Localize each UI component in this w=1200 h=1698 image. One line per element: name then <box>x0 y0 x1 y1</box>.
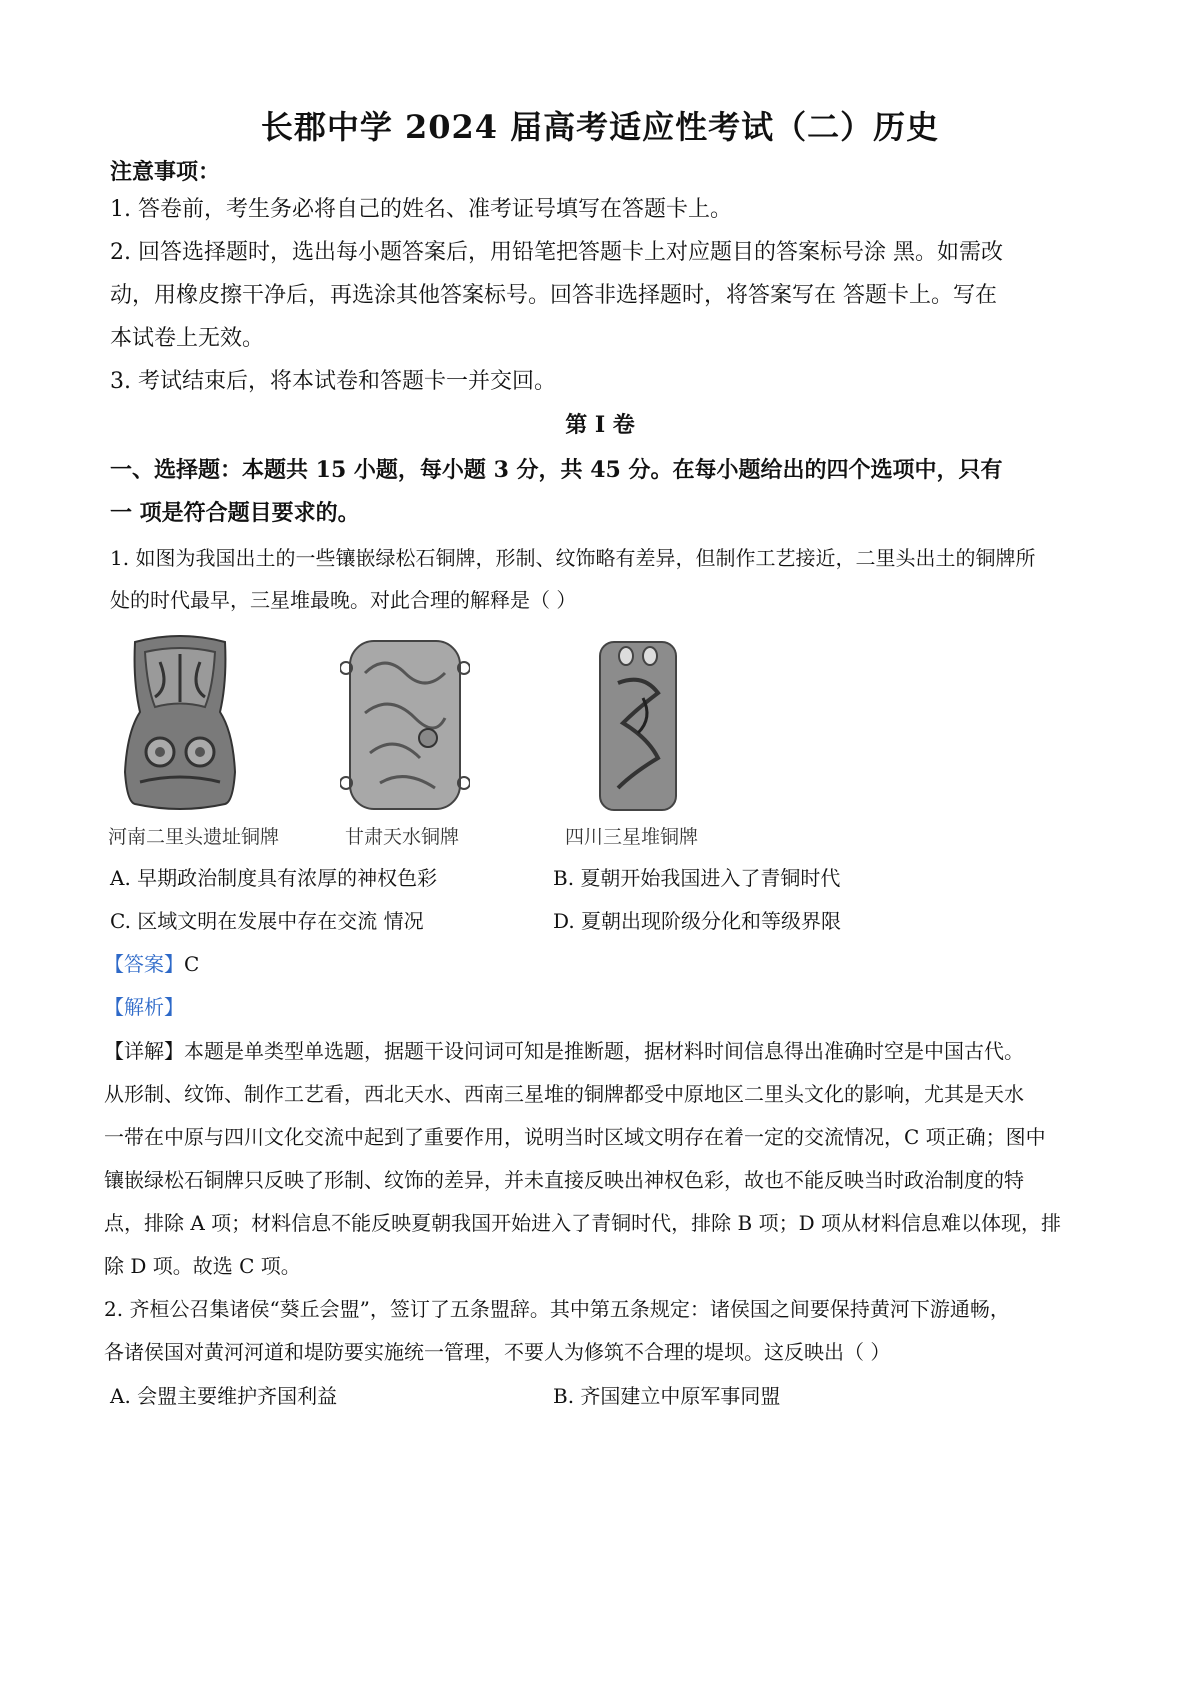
q1-stem-line-1: 1. 如图为我国出土的一些镶嵌绿松石铜牌，形制、纹饰略有差异，但制作工艺接近，二里头出土的铜牌所 <box>110 546 1036 570</box>
sanxingdui-plaque-image <box>588 638 688 816</box>
answer-label: 【答案】 <box>104 952 184 976</box>
q2-stem-line-2: 各诸侯国对黄河河道和堤防要实施统一管理，不要人为修筑不合理的堤坝。这反映出（ ） <box>104 1340 891 1364</box>
part1-instruction-line-1: 一、选择题：本题共 15 小题，每小题 3 分，共 45 分。在每小题给出的四个选项中，只有 <box>110 457 1003 483</box>
q1-stem-line-2: 处的时代最早，三星堆最晚。对此合理的解释是（ ） <box>110 588 577 612</box>
notice-item-3: 3. 考试结束后，将本试卷和答题卡一并交回。 <box>110 369 556 394</box>
q1-option-a: A. 早期政治制度具有浓厚的神权色彩 <box>110 866 438 890</box>
notice-heading: 注意事项： <box>110 159 221 185</box>
section-title: 第 I 卷 <box>565 412 635 438</box>
q2-stem-line-1: 2. 齐桓公召集诸侯“葵丘会盟”，签订了五条盟辞。其中第五条规定：诸侯国之间要保持黄河下游通畅， <box>104 1297 1010 1321</box>
notice-item-2-line-3: 本试卷上无效。 <box>110 326 265 351</box>
notice-item-2-line-2: 动，用橡皮擦干净后，再选涂其他答案标号。回答非选择题时，将答案写在 答题卡上。写在 <box>110 283 997 308</box>
q1-detail-line-4: 镶嵌绿松石铜牌只反映了形制、纹饰的差异，并未直接反映出神权色彩，故也不能反映当时政治制度的特 <box>104 1168 1024 1192</box>
q1-detail-line-5: 点，排除 A 项；材料信息不能反映夏朝我国开始进入了青铜时代，排除 B 项；D 项从材料信息难以体现，排 <box>104 1211 1061 1235</box>
q1-detail-line-6: 除 D 项。故选 C 项。 <box>104 1254 301 1278</box>
q1-option-c: C. 区域文明在发展中存在交流 情况 <box>110 909 424 933</box>
q1-detail-line-1: 【详解】本题是单类型单选题，据题干设问词可知是推断题，据材料时间信息得出准确时空是中国古代。 <box>104 1039 1024 1063</box>
plaque-caption-erlitou: 河南二里头遗址铜牌 <box>108 826 280 848</box>
exam-title: 长郡中学 2024 届高考适应性考试（二）历史 <box>260 108 940 146</box>
erlitou-plaque-image <box>115 632 245 812</box>
q2-option-a: A. 会盟主要维护齐国利益 <box>110 1384 338 1408</box>
plaque-caption-tianshui: 甘肃天水铜牌 <box>345 826 460 848</box>
answer-value: C <box>184 952 200 976</box>
q1-option-b: B. 夏朝开始我国进入了青铜时代 <box>553 866 841 890</box>
q1-analysis-label: 【解析】 <box>104 995 184 1019</box>
q1-detail-line-2: 从形制、纹饰、制作工艺看，西北天水、西南三星堆的铜牌都受中原地区二里头文化的影响，尤其是天水 <box>104 1082 1024 1106</box>
tianshui-plaque-image <box>340 633 470 815</box>
notice-item-1: 1. 答卷前，考生务必将自己的姓名、准考证号填写在答题卡上。 <box>110 197 732 222</box>
q2-option-b: B. 齐国建立中原军事同盟 <box>553 1384 781 1408</box>
notice-item-2-line-1: 2. 回答选择题时，选出每小题答案后，用铅笔把答题卡上对应题目的答案标号涂 黑。如需改 <box>110 240 1003 265</box>
plaque-caption-sanxingdui: 四川三星堆铜牌 <box>565 826 699 848</box>
q1-detail-line-3: 一带在中原与四川文化交流中起到了重要作用，说明当时区域文明存在着一定的交流情况，C 项正确；图中 <box>104 1125 1046 1149</box>
part1-instruction-line-2: 一 项是符合题目要求的。 <box>110 500 360 526</box>
q1-option-d: D. 夏朝出现阶级分化和等级界限 <box>553 909 842 933</box>
q1-answer <box>104 949 199 979</box>
